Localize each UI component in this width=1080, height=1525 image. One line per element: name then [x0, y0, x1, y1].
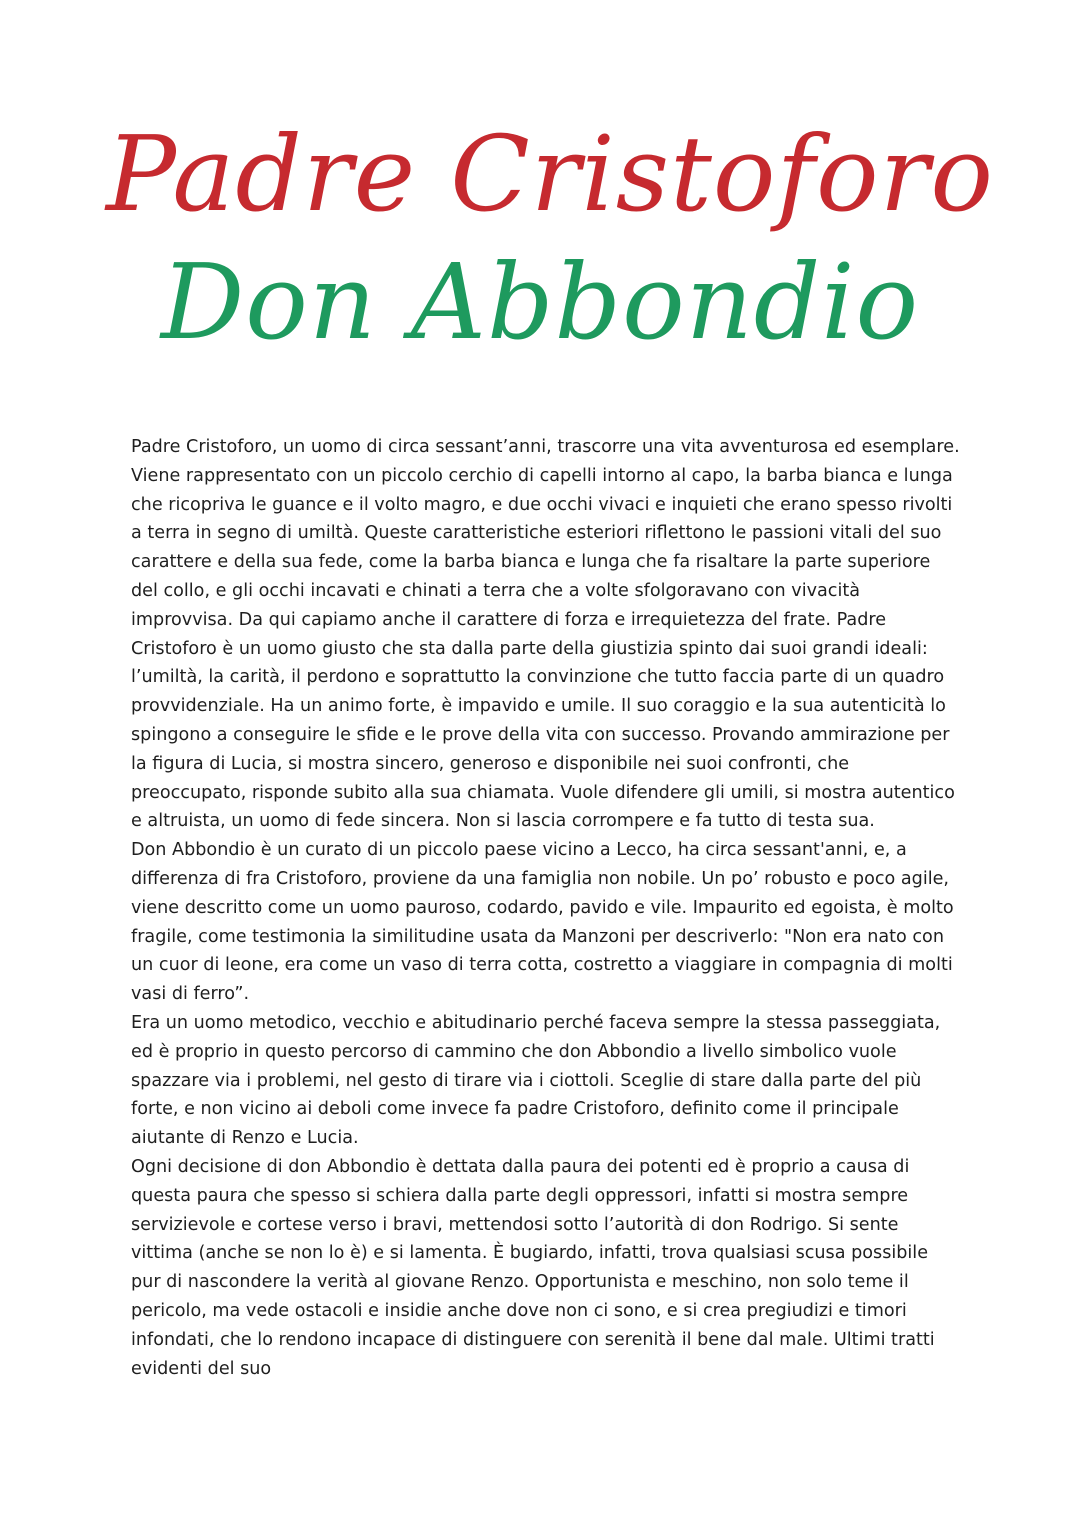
body-text	[131, 433, 961, 1383]
paragraph-don-abbondio-fear: Ogni decisione di don Abbondio è dettata dalla paura dei potenti ed è proprio a causa di questa paura che spesso si schiera dalla parte degli oppressori, infatti si mostra sempre servizievole e cortese verso i bravi, mettendosi sotto l’autorità di don Rodrigo. Si sente vittima (anche se non lo è) e si lamenta. È bugiardo, infatti, trova qualsiasi scusa possibile pur di nascondere la verità al giovane Renzo. Opportunista e meschino, non solo teme il pericolo, ma vede ostacoli e insidie anche dove non ci sono, e si crea pregiudizi e timori infondati, che lo rendono incapace di distinguere con serenità il bene dal male. Ultimi tratti evidenti del suo	[131, 1156, 935, 1379]
paragraph-padre-cristoforo: Padre Cristoforo, un uomo di circa sessant’anni, trascorre una vita avventurosa ed esemplare. Viene rappresentato con un piccolo cerchio di capelli intorno al capo, la barba bianca e lunga che ricopriva le guance e il volto magro, e due occhi vivaci e inquieti che erano spesso rivolti a terra in segno di umiltà. Queste caratteristiche esteriori riflettono le passioni vitali del suo carattere e della sua fede, come la barba bianca e lunga che fa risaltare la parte superiore del collo, e gli occhi incavati e chinati a terra che a volte sfolgoravano con vivacità improvvisa. Da qui capiamo anche il carattere di forza e irrequietezza del frate. Padre Cristoforo è un uomo giusto che sta dalla parte della giustizia spinto dai suoi grandi ideali: l’umiltà, la carità, il perdono e soprattutto la convinzione che tutto faccia parte di un quadro provvidenziale. Ha un animo forte, è impavido e umile. Il suo coraggio e la sua autenticità lo spingono a conseguire le sfide e le prove della vita con successo. Provando ammirazione per la figura di Lucia, si mostra sincero, generoso e disponibile nei suoi confronti, che preoccupato, risponde subito alla sua chiamata. Vuole difendere gli umili, si mostra autentico e altruista, un uomo di fede sincera. Non si lascia corrompere e fa tutto di testa sua.	[131, 437, 960, 832]
title-block	[0, 110, 1080, 366]
paragraph-don-abbondio-intro: Don Abbondio è un curato di un piccolo paese vicino a Lecco, ha circa sessant'anni, e, a differenza di fra Cristoforo, proviene da una famiglia non nobile. Un po’ robusto e poco agile, viene descritto come un uomo pauroso, codardo, pavido e vile. Impaurito ed egoista, è molto fragile, come testimonia la similitudine usata da Manzoni per descriverlo: "Non era nato con un cuor di leone, era come un vaso di terra cotta, costretto a viaggiare in compagnia di molti vasi di ferro”.	[131, 840, 954, 1005]
paragraph-don-abbondio-habits: Era un uomo metodico, vecchio e abitudinario perché faceva sempre la stessa passeggiata, ed è proprio in questo percorso di cammino che don Abbondio a livello simbolico vuole spazzare via i problemi, nel gesto di tirare via i ciottoli. Sceglie di stare dalla parte del più forte, e non vicino ai deboli come invece fa padre Cristoforo, definito come il principale aiutante di Renzo e Lucia.	[131, 1012, 941, 1149]
title-don-abbondio: Don Abbondio	[160, 241, 920, 363]
title-padre-cristoforo: Padre Cristoforo	[106, 113, 994, 235]
